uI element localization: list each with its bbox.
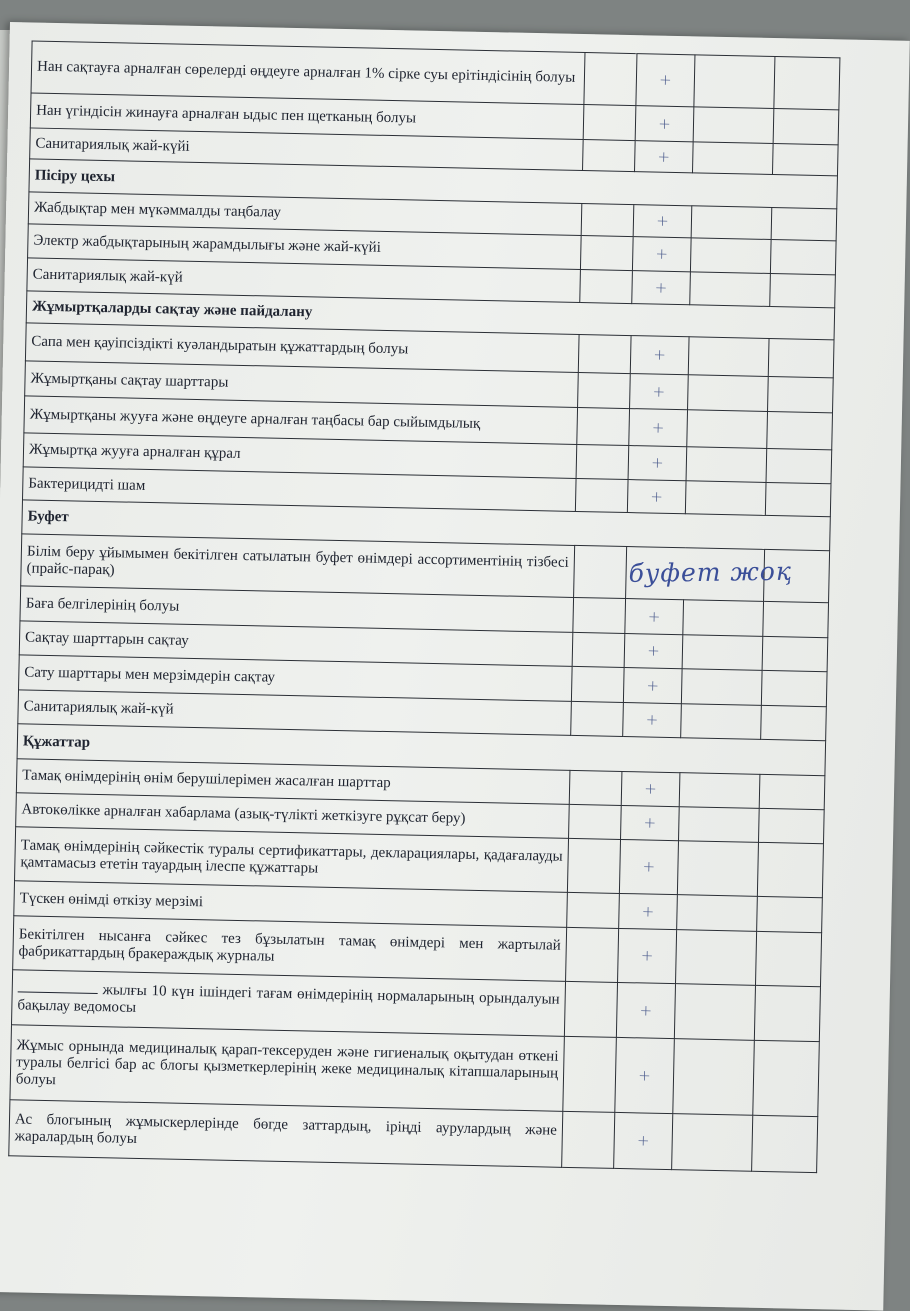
empty-cell (580, 270, 633, 304)
empty-cell (583, 140, 636, 172)
empty-cell (578, 334, 631, 373)
empty-cell (580, 236, 633, 271)
handwritten-plus-mark: + (636, 54, 695, 107)
empty-cell (773, 109, 839, 145)
handwritten-note-cell (626, 547, 793, 602)
handwritten-plus-mark: + (619, 893, 678, 929)
requirement-text: Автокөлікке арналған хабарлама (азық-түлікті жеткізуге рұқсат беру) (16, 793, 570, 839)
section-title: Құжаттар (17, 724, 826, 776)
requirement-text: Санитариялық жай-күйі (30, 128, 584, 171)
requirement-text: Баға белгілерінің болуы (20, 586, 574, 633)
handwritten-plus-mark: + (618, 928, 677, 983)
handwritten-plus-mark: + (621, 771, 680, 806)
empty-cell (572, 632, 625, 667)
requirement-text: Жұмыртқаны сақтау шарттары (25, 361, 579, 408)
empty-cell (690, 238, 771, 274)
handwritten-plus-mark: + (619, 839, 678, 894)
requirement-text-part: жылғы 10 күн ішіндегі тағам өнімдерінің нормаларының орындалуын бақылау ведомосы (17, 982, 560, 1016)
empty-cell (772, 144, 838, 176)
empty-cell (679, 773, 760, 809)
empty-cell (692, 142, 773, 175)
empty-cell (577, 407, 630, 445)
empty-cell (567, 838, 620, 893)
empty-cell (573, 597, 626, 633)
empty-cell (757, 842, 823, 897)
empty-cell (759, 774, 825, 809)
handwritten-plus-mark: + (630, 374, 689, 410)
handwritten-plus-mark: + (623, 702, 682, 737)
section-title: Буфет (22, 500, 831, 551)
handwritten-plus-mark: + (635, 106, 694, 142)
handwritten-plus-mark: + (629, 409, 688, 447)
requirement-text: Тамақ өнімдерінің сәйкестік туралы сертификаттары, декларациялары, қадағалауды қамтамасыз ететін тауардың ілеспе құжаттары (15, 827, 569, 893)
requirement-text: Тамақ өнімдерінің өнім берушілерімен жасалған шарттар (16, 759, 570, 805)
requirement-text: Сату шарттары мен мерзімдерін сақтау (19, 655, 573, 702)
empty-cell (766, 448, 832, 483)
empty-cell (583, 105, 636, 141)
requirement-text: Санитариялық жай-күй (18, 690, 572, 736)
empty-cell (753, 1040, 820, 1116)
empty-cell (758, 808, 824, 843)
empty-cell (574, 545, 627, 598)
empty-cell (761, 705, 827, 740)
handwritten-note: буфет жоқ (628, 556, 793, 588)
empty-cell (693, 107, 774, 144)
empty-cell (673, 1039, 755, 1116)
requirement-text: Санитариялық жай-күй (27, 258, 581, 303)
empty-cell (571, 666, 624, 702)
empty-cell (578, 372, 631, 408)
empty-cell (754, 985, 820, 1041)
empty-cell (761, 670, 827, 706)
empty-cell (681, 704, 762, 740)
empty-cell (674, 984, 755, 1041)
empty-cell (584, 53, 637, 106)
handwritten-plus-mark: + (614, 1112, 673, 1169)
empty-cell (682, 635, 763, 671)
handwritten-plus-mark: + (624, 634, 683, 669)
requirement-text: Ас блогының жұмыскерлерінде бөгде заттардың, іріңді аурулардың және жаралардың болуы (9, 1100, 563, 1168)
empty-cell (694, 55, 775, 109)
handwritten-plus-mark: + (625, 599, 684, 635)
section-title: Жұмыртқаларды сақтау және пайдалану (26, 291, 834, 340)
empty-cell (581, 204, 634, 237)
handwritten-plus-mark: + (635, 141, 694, 173)
requirement-text: Білім беру ұйымымен бекітілген сатылатын буфет өнімдері ассортиментінің тізбесі (прайс-парақ) (21, 534, 575, 598)
document-page (0, 22, 910, 1311)
blank-line (18, 990, 98, 994)
empty-cell (677, 895, 758, 932)
empty-cell (564, 981, 617, 1037)
handwritten-plus-mark: + (630, 336, 689, 375)
handwritten-plus-mark: + (616, 982, 675, 1038)
empty-cell (676, 930, 757, 986)
empty-cell (686, 447, 767, 483)
empty-cell (681, 669, 762, 706)
empty-cell (567, 892, 620, 928)
handwritten-plus-mark: + (615, 1037, 675, 1113)
empty-cell (566, 927, 619, 982)
empty-cell (688, 337, 769, 377)
requirement-text: Түскен өнімді өткізу мерзімі (14, 881, 568, 928)
empty-cell (685, 481, 766, 516)
requirement-text: Сапа мен қауіпсіздікті куәландыратын құжаттардың болуы (25, 323, 579, 373)
empty-cell (677, 841, 758, 897)
empty-cell (774, 57, 840, 110)
handwritten-plus-mark: + (621, 805, 680, 840)
handwritten-plus-mark: + (632, 237, 691, 272)
empty-cell (762, 636, 828, 671)
requirement-text: Жұмыс орнында медициналық қарап-тексеруден және гигиеналық оқытудан өткені туралы белгісі бар ас блогы қызметкерлерінің жеке медициналық кітапшаларының болуы (10, 1025, 564, 1112)
empty-cell (752, 1115, 818, 1172)
empty-cell (755, 931, 821, 986)
empty-cell (575, 478, 628, 512)
empty-cell (763, 601, 829, 637)
requirement-text: Бекітілген нысанға сәйкес тез бұзылатын тамақ өнімдері мен жартылай фабрикаттардың бракераждық журналы (13, 916, 567, 982)
empty-cell (770, 273, 836, 307)
empty-cell (679, 807, 760, 843)
empty-cell (767, 411, 833, 449)
empty-cell (765, 482, 831, 516)
empty-cell (771, 207, 837, 240)
empty-cell (691, 206, 772, 240)
requirement-text: Жұмыртқаны жууға және өңдеуге арналған таңбасы бар сыйымдылық (24, 396, 578, 445)
empty-cell (562, 1111, 615, 1168)
requirement-text: Сақтау шарттарын сақтау (19, 621, 573, 667)
empty-cell (768, 376, 834, 412)
empty-cell (690, 272, 771, 307)
handwritten-plus-mark: + (627, 480, 686, 514)
handwritten-plus-mark: + (633, 205, 692, 238)
empty-cell (683, 600, 764, 637)
empty-cell (569, 770, 622, 805)
empty-cell (757, 896, 823, 932)
empty-cell (563, 1036, 617, 1112)
requirement-text: Жабдықтар мен мүкəммалды таңбалау (28, 192, 582, 236)
handwritten-plus-mark: + (632, 271, 691, 305)
empty-cell (768, 338, 834, 377)
requirement-text: Нан сақтауға арналған сөрелерді өңдеуге арналған 1% сірке суы ерітіндісінің болуы (31, 41, 585, 105)
empty-cell (672, 1114, 753, 1172)
empty-cell (571, 701, 624, 736)
requirement-text: Нан үгіндісін жинауға арналған ыдыс пен щетканың болуы (30, 93, 584, 140)
requirement-text: Бактерицидті шам (22, 467, 576, 512)
empty-cell (688, 375, 769, 412)
empty-cell (770, 239, 836, 274)
inspection-checklist-table (8, 40, 840, 1173)
requirement-text: Жұмыртқа жууға арналған құрал (23, 433, 577, 479)
empty-cell (569, 804, 622, 839)
section-title: Пісіру цехы (29, 159, 838, 209)
empty-cell (687, 410, 768, 449)
handwritten-plus-mark: + (623, 668, 682, 704)
requirement-text: Электр жабдықтарының жарамдылығы жəне жай-күйі (28, 224, 582, 270)
handwritten-plus-mark: + (628, 446, 687, 481)
empty-cell (576, 444, 629, 479)
